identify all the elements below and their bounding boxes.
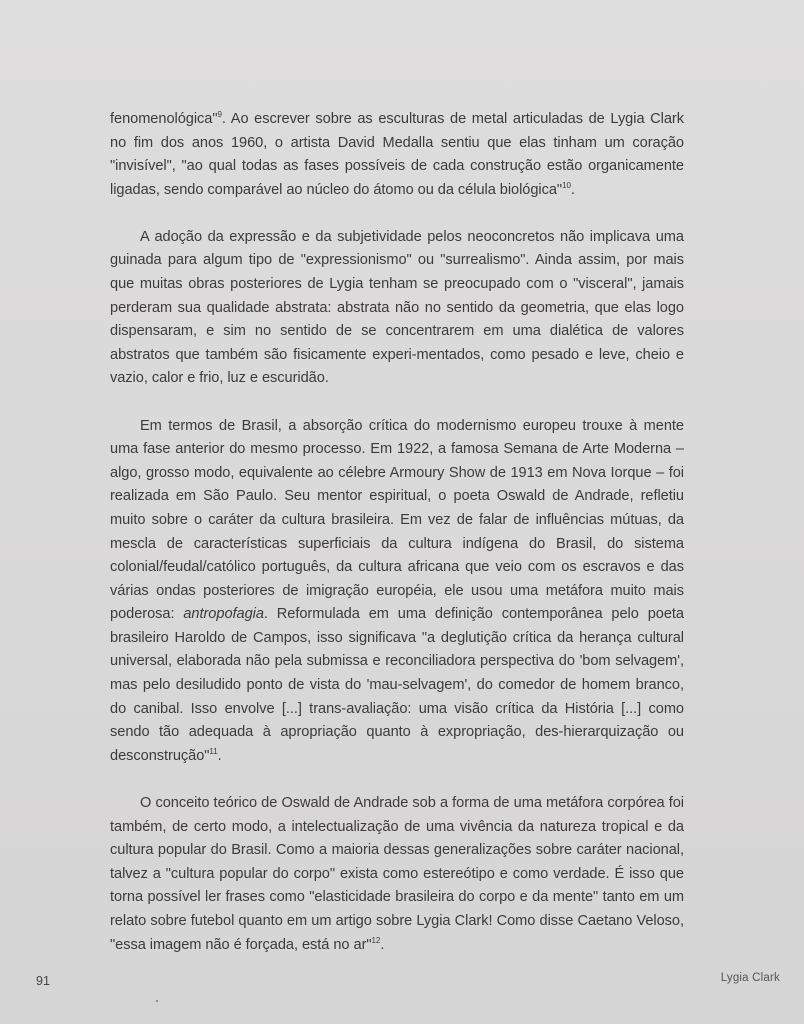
footnote-marker: 10 xyxy=(562,180,571,190)
text-run: Em termos de Brasil, a absorção crítica do modernismo europeu trouxe à mente uma fase anterior do mesmo processo. Em 1922, a famosa Semana de Arte Moderna – algo, grosso modo, equivalente ao célebre Armoury Show de 1913 em Nova Iorque – foi realizada em São Paulo. Seu mentor espiritual, o poeta Oswald de Andrade, refletiu muito sobre o caráter da cultura brasileira. Em vez de falar de influências mútuas, da mescla de características superficiais da cultura indígena do Brasil, do sistema colonial/feudal/católico português, da cultura africana que veio com os escravos e das várias ondas posteriores de imigração européia, ele usou uma metáfora muito mais poderosa: xyxy=(110,417,684,623)
text-run: . xyxy=(380,936,385,953)
footnote-marker: 9 xyxy=(217,110,222,120)
text-run: . Reformulada em uma definição contemporânea pelo poeta brasileiro Haroldo de Campos, isso significava "a deglutição crítica da herança cultural universal, elaborada não pela submissa e reconciliadora perspectiva do 'bom selvagem', mas pelo desiludido ponto de vista do 'mau-selvagem', do comedor de homem branco, do canibal. Isso envolve [...] trans-avaliação: uma visão crítica da História [...] como sendo tão adequada à apropriação quanto à expropriação, des-hierarquização ou desconstrução" xyxy=(110,606,684,764)
paragraph-4 xyxy=(110,792,684,957)
page-number: 91 xyxy=(36,974,50,988)
body-text xyxy=(110,108,684,981)
paper-speck xyxy=(156,1000,158,1002)
running-footer-title: Lygia Clark xyxy=(720,972,780,984)
emphasized-term: antropofagia xyxy=(183,606,264,623)
text-run: . xyxy=(570,181,575,198)
footnote-marker: 12 xyxy=(371,935,381,945)
text-run: . Ao escrever sobre as esculturas de metal articuladas de Lygia Clark no fim dos anos 1960, o artista David Medalla sentiu que elas tinham um coração "invisível", "ao qual todas as fases possíveis de cada construção estão organicamente ligadas, sendo comparável ao núcleo do átomo ou da célula biológica" xyxy=(110,111,684,198)
paragraph-2 xyxy=(110,226,684,391)
text-run: A adoção da expressão e da subjetividade pelos neoconcretos não implicava uma guinada para algum tipo de "expressionismo" ou "surrealismo". Ainda assim, por mais que muitas obras posteriores de Lygia tenham se preocupado com o "visceral", jamais perderam sua qualidade abstrata: abstrata não no sentido da geometria, que elas logo dispensaram, e sim no sentido de se concentrarem em uma dialética de valores abstratos que também são fisicamente experi-mentados, como pesado e leve, cheio e vazio, calor e frio, luz e escuridão. xyxy=(110,228,684,387)
paragraph-1 xyxy=(110,108,684,202)
text-run: O conceito teórico de Oswald de Andrade sob a forma de uma metáfora corpórea foi também, de certo modo, a intelectualização de uma vivência da natureza tropical e da cultura popular do Brasil. Como a maioria dessas generalizações sobre caráter nacional, talvez a "cultura popular do corpo" exista como estereótipo e como verdade. É isso que torna possível ler frases como "elasticidade brasileira do corpo e da mente" tanto em um relato sobre futebol quanto em um artigo sobre Lygia Clark! Como disse Caetano Veloso, "essa imagem não é forçada, está no ar" xyxy=(110,794,684,953)
paragraph-3 xyxy=(110,415,684,769)
text-run: . xyxy=(217,747,222,764)
footnote-marker: 11 xyxy=(209,746,218,756)
text-run: fenomenológica" xyxy=(110,111,218,127)
